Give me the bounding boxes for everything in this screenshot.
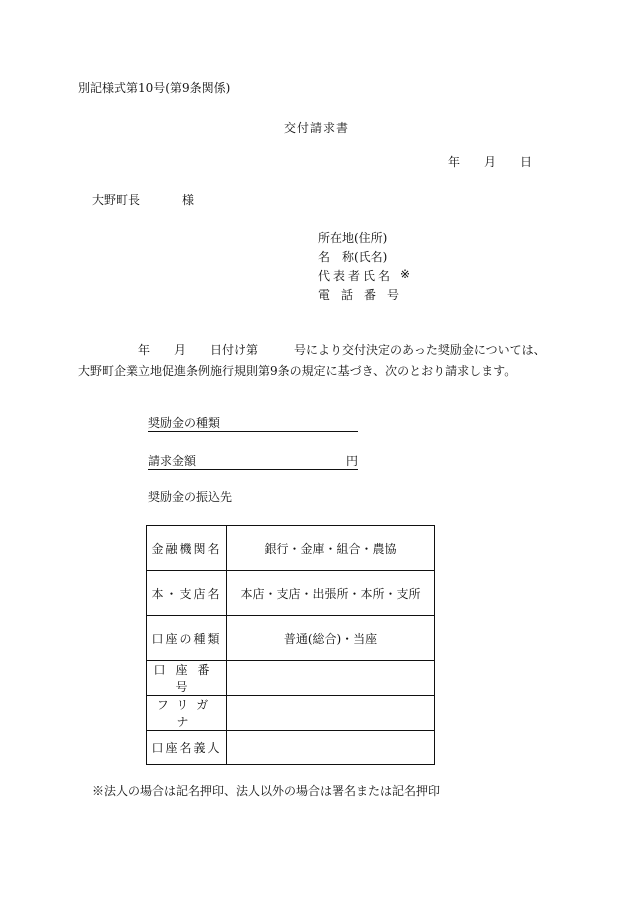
applicant-name-label: 名 称(氏名) <box>318 250 388 264</box>
addressee <box>92 192 194 208</box>
footnote: ※法人の場合は記名押印、法人以外の場合は署名または記名押印 <box>92 784 441 798</box>
applicant-address-label: 所在地(住所) <box>318 231 388 245</box>
table-row <box>147 696 435 731</box>
table-header-cell: 口座の種類 <box>147 616 227 661</box>
table-header-cell: フリガナ <box>147 696 227 731</box>
grant-type-field <box>148 414 358 432</box>
table-header-cell: 口座名義人 <box>147 731 227 765</box>
table-value-cell <box>227 731 435 765</box>
amount-unit: 円 <box>345 454 358 468</box>
date-year: 年 <box>448 155 461 169</box>
addressee-name: 大野町長 <box>92 193 141 207</box>
date-line <box>448 154 532 170</box>
table-header-cell: 金融機関名 <box>147 526 227 571</box>
seal-mark: ※ <box>400 267 411 281</box>
table-row <box>147 526 435 571</box>
table-row <box>147 661 435 696</box>
table-row <box>147 731 435 765</box>
table-row <box>147 571 435 616</box>
table-value-cell: 普通(総合)・当座 <box>227 616 435 661</box>
applicant-representative-label: 代表者氏名 <box>318 269 394 283</box>
table-header-cell: 本・支店名 <box>147 571 227 616</box>
date-day: 日 <box>520 155 533 169</box>
table-header-cell: 口座番号 <box>147 661 227 696</box>
grant-type-label: 奨励金の種類 <box>148 416 221 430</box>
applicant-phone-label: 電話番号 <box>318 288 411 302</box>
table-value-cell <box>227 661 435 696</box>
request-body-text: 年 月 日付け第 号により交付決定のあった奨励金については、大野町企業立地促進条例施行規則第9条の規定に基づき、次のとおり請求します。 <box>78 343 546 378</box>
table-value-cell <box>227 696 435 731</box>
transfer-account-label: 奨励金の振込先 <box>148 490 233 504</box>
table-value-cell: 本店・支店・出張所・本所・支所 <box>227 571 435 616</box>
date-month: 月 <box>484 155 497 169</box>
table-value-cell: 銀行・金庫・組合・農協 <box>227 526 435 571</box>
addressee-suffix: 様 <box>182 193 195 207</box>
bank-account-table <box>146 525 435 765</box>
amount-field <box>148 452 358 470</box>
document-title: 交付請求書 <box>284 121 350 135</box>
amount-label: 請求金額 <box>148 454 197 468</box>
form-number-label: 別記様式第10号(第9条関係) <box>78 81 231 95</box>
table-row <box>147 616 435 661</box>
